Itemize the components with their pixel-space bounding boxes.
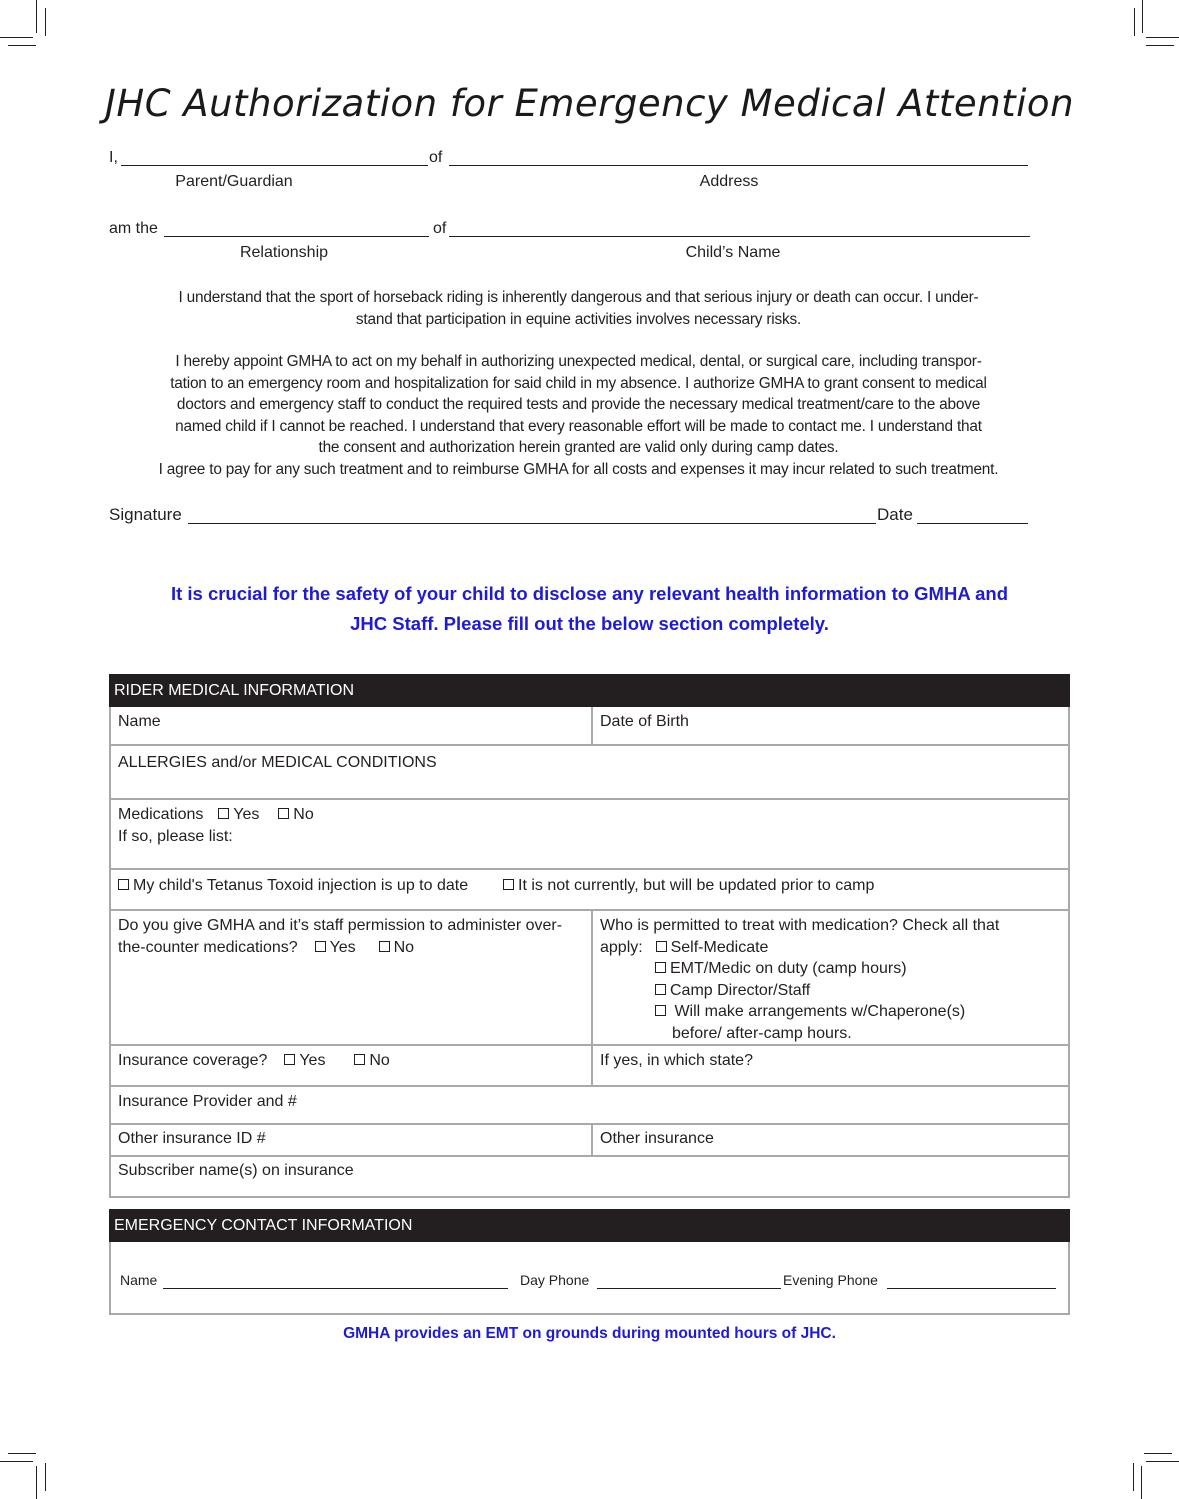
crop-mark <box>8 45 36 46</box>
camp-director-label: Camp Director/Staff <box>670 981 811 999</box>
parent-guardian-field[interactable] <box>121 165 428 166</box>
relationship-caption: Relationship <box>239 244 329 261</box>
crop-mark <box>1133 1463 1134 1491</box>
insurance-no-label: No <box>369 1052 390 1069</box>
emergency-name-field[interactable] <box>163 1288 508 1289</box>
otc-no-checkbox[interactable] <box>379 941 390 952</box>
tetanus-up-to-date-label: My child's Tetanus Toxoid injection is up to date <box>133 877 469 894</box>
other-insurance-field[interactable] <box>591 1125 1068 1155</box>
rider-dob-label: Date of Birth <box>600 713 689 730</box>
crop-mark <box>36 0 37 33</box>
emergency-contact-header: EMERGENCY CONTACT INFORMATION <box>109 1209 1070 1242</box>
intro-i-label: I, <box>109 149 118 166</box>
other-insurance-label: Other insurance <box>600 1130 714 1147</box>
self-medicate-label: Self-Medicate <box>670 938 769 956</box>
insurance-coverage-label: Insurance coverage? <box>118 1052 268 1069</box>
camp-director-checkbox[interactable] <box>655 984 666 995</box>
signature-label: Signature <box>109 505 182 524</box>
emt-medic-label: EMT/Medic on duty (camp hours) <box>670 960 907 977</box>
date-label: Date <box>877 505 913 524</box>
evening-phone-field[interactable] <box>887 1288 1056 1289</box>
insurance-coverage-cell <box>111 1046 591 1085</box>
auth-line-4: named child if I cannot be reached. I understand that every reasonable effort will be made to contact me. I understand that <box>175 417 982 435</box>
intro-of2-label: of <box>433 220 447 237</box>
child-name-field[interactable] <box>449 236 1030 237</box>
notice-line-2: JHC Staff. Please fill out the below section completely. <box>350 613 829 634</box>
address-caption: Address <box>699 173 759 190</box>
tetanus-will-update-checkbox[interactable] <box>503 879 514 890</box>
crop-mark <box>1146 1461 1179 1462</box>
subscriber-names-label: Subscriber name(s) on insurance <box>118 1162 354 1179</box>
insurance-provider-label: Insurance Provider and # <box>118 1093 297 1110</box>
address-field[interactable] <box>449 165 1028 166</box>
risk-line-1: I understand that the sport of horseback riding is inherently dangerous and that serious injury or death can occur. I under- <box>178 289 979 306</box>
medications-list-label: If so, please list: <box>118 827 233 845</box>
health-disclosure-notice <box>0 579 1179 639</box>
allergies-label: ALLERGIES and/or MEDICAL CONDITIONS <box>118 754 437 771</box>
who-permitted-question: Who is permitted to treat with medication? Check all that <box>600 917 1000 934</box>
crop-mark <box>0 37 33 38</box>
auth-line-2: tation to an emergency room and hospitalization for said child in my absence. I authorize GMHA to grant consent to medical <box>170 374 987 392</box>
medications-no-checkbox[interactable] <box>278 808 289 819</box>
rider-medical-table <box>109 707 1070 1198</box>
chaperone-checkbox[interactable] <box>655 1005 666 1016</box>
emergency-contact-box <box>109 1242 1070 1315</box>
rider-name-label: Name <box>118 713 161 730</box>
emt-footer-note: GMHA provides an EMT on grounds during mounted hours of JHC. <box>343 1325 836 1342</box>
auth-line-5: the consent and authorization herein granted are valid only during camp dates. <box>318 439 839 456</box>
crop-mark <box>45 1463 46 1491</box>
rider-name-field[interactable] <box>111 707 591 744</box>
insurance-provider-field[interactable] <box>111 1087 1068 1123</box>
otc-no-label: No <box>393 938 415 956</box>
crop-mark <box>36 1466 37 1499</box>
crop-mark <box>1146 45 1174 46</box>
evening-phone-label: Evening Phone <box>783 1272 878 1288</box>
signature-field[interactable] <box>188 523 876 524</box>
day-phone-label: Day Phone <box>520 1272 590 1288</box>
emergency-name-label: Name <box>120 1272 158 1288</box>
rider-dob-field[interactable] <box>591 707 1068 744</box>
subscriber-names-field[interactable] <box>111 1157 1068 1196</box>
crop-mark <box>0 1461 33 1462</box>
crop-mark <box>1142 0 1143 33</box>
otc-yes-label: Yes <box>329 938 356 956</box>
insurance-state-label: If yes, in which state? <box>600 1052 753 1069</box>
crop-mark <box>8 1453 36 1454</box>
crop-mark <box>1146 37 1179 38</box>
relationship-field[interactable] <box>164 236 429 237</box>
who-apply-label: apply: <box>600 938 643 956</box>
medications-yes-checkbox[interactable] <box>218 808 229 819</box>
auth-line-3: doctors and emergency staff to conduct the required tests and provide the necessary medical treatment/care to the above <box>176 396 981 413</box>
otc-question-line-2: the-counter medications? <box>118 938 298 956</box>
auth-line-1: I hereby appoint GMHA to act on my behalf in authorizing unexpected medical, dental, or surgical care, including transpor- <box>175 353 982 370</box>
medications-field[interactable] <box>111 800 1068 868</box>
risk-line-2: stand that participation in equine activities involves necessary risks. <box>355 310 802 328</box>
notice-line-1: It is crucial for the safety of your child to disclose any relevant health information to GMHA and <box>170 583 1009 604</box>
auth-line-6: I agree to pay for any such treatment and to reimburse GMHA for all costs and expenses it may incur related to such treatment. <box>158 460 999 478</box>
who-permitted-cell <box>591 911 1068 1044</box>
tetanus-row <box>111 870 1068 909</box>
date-field[interactable] <box>917 523 1028 524</box>
intro-am-the-label: am the <box>109 220 158 237</box>
otc-yes-checkbox[interactable] <box>315 941 326 952</box>
page-title: JHC Authorization for Emergency Medical Attention <box>104 82 1075 125</box>
parent-guardian-caption: Parent/Guardian <box>175 173 293 190</box>
emt-medic-checkbox[interactable] <box>655 962 666 973</box>
crop-mark <box>1134 8 1135 36</box>
medications-label: Medications <box>118 806 204 823</box>
crop-mark <box>45 8 46 36</box>
insurance-no-checkbox[interactable] <box>354 1054 365 1065</box>
tetanus-will-update-label: It is not currently, but will be updated prior to camp <box>518 877 875 894</box>
chaperone-label-cont: before/ after-camp hours. <box>672 1024 852 1042</box>
crop-mark <box>1144 1453 1172 1454</box>
crop-mark <box>1141 1466 1142 1499</box>
otc-question-line-1: Do you give GMHA and it’s staff permission to administer over- <box>118 917 563 934</box>
day-phone-field[interactable] <box>597 1288 781 1289</box>
otc-permission-cell <box>111 911 591 1044</box>
other-insurance-id-field[interactable] <box>111 1125 591 1155</box>
allergies-field[interactable] <box>111 746 1068 798</box>
authorization-paragraph <box>106 351 1051 480</box>
other-insurance-id-label: Other insurance ID # <box>118 1130 266 1147</box>
self-medicate-checkbox[interactable] <box>656 941 667 952</box>
intro-of-label: of <box>429 149 443 166</box>
rider-medical-header: RIDER MEDICAL INFORMATION <box>109 674 1070 707</box>
insurance-yes-checkbox[interactable] <box>284 1054 295 1065</box>
risk-paragraph <box>106 287 1051 330</box>
child-name-caption: Child’s Name <box>685 244 781 261</box>
medications-yes-label: Yes <box>233 806 260 823</box>
medications-no-label: No <box>293 806 314 823</box>
insurance-yes-label: Yes <box>299 1052 326 1069</box>
chaperone-label: Will make arrangements w/Chaperone(s) <box>670 1003 966 1020</box>
insurance-state-field[interactable] <box>591 1046 1068 1085</box>
tetanus-up-to-date-checkbox[interactable] <box>118 879 129 890</box>
